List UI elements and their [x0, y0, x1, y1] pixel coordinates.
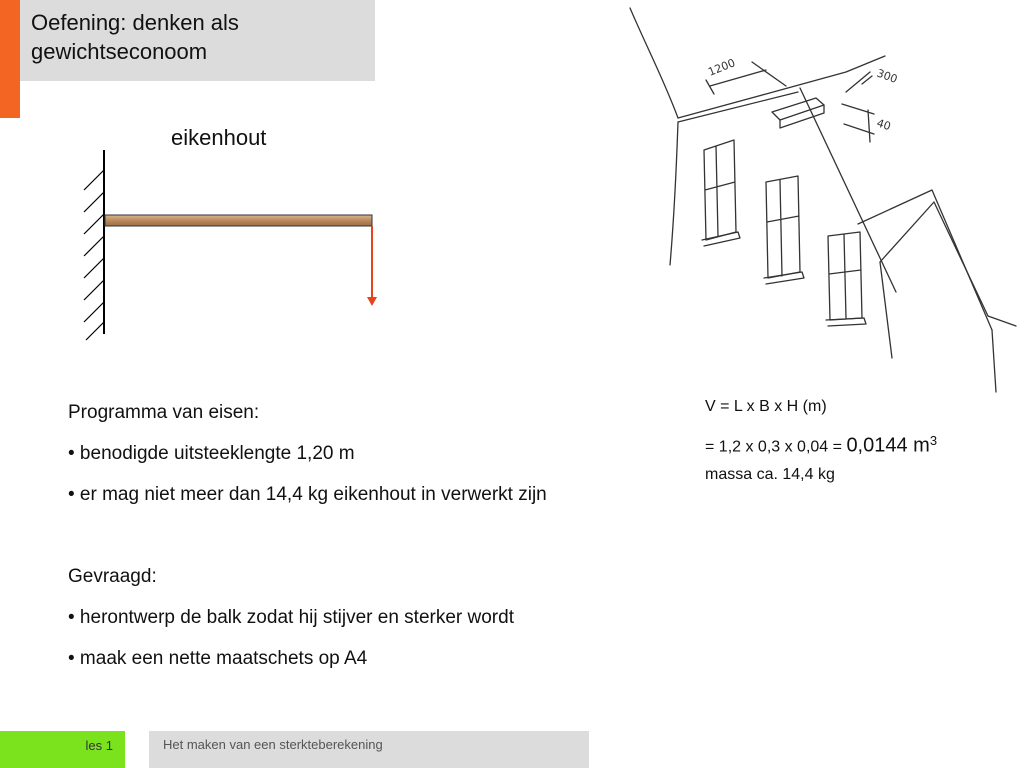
mass-estimate: massa ca. 14,4 kg — [705, 466, 835, 484]
requirement-item: • benodigde uitsteeklengte 1,20 m — [68, 443, 355, 464]
requirement-item: • er mag niet meer dan 14,4 kg eikenhout in verwerkt zijn — [68, 484, 547, 505]
volume-formula: V = L x B x H (m) — [705, 398, 827, 415]
requirements-heading: Programma van eisen: — [68, 402, 260, 423]
volume-computation: = 1,2 x 0,3 x 0,04 = 0,0144 $m^3$ — [705, 433, 938, 457]
lesson-badge: les 1 — [0, 731, 125, 768]
title-line-2: gewichtseconoom — [31, 39, 208, 64]
window-2 — [766, 176, 800, 278]
dim-300-ext — [846, 72, 870, 92]
facade-left-wall — [670, 122, 678, 265]
roof-left-edge — [630, 8, 678, 118]
facade-top-line — [678, 92, 798, 122]
dim-1200-ext1 — [706, 80, 714, 94]
material-label: eikenhout — [171, 125, 267, 150]
accent-bar — [0, 0, 20, 118]
asked-item: • maak een nette maatschets op A4 — [68, 648, 368, 669]
dim-1200-text: 1200 — [706, 56, 738, 79]
oak-beam — [105, 215, 372, 226]
volume-result: 0,0144 m — [846, 434, 930, 457]
volume-calculation — [705, 398, 937, 484]
house-sketch-illustration — [618, 0, 1024, 395]
dormer-roof — [858, 190, 992, 330]
load-arrow-head — [367, 297, 377, 306]
volume-unit-exponent: 3 — [929, 433, 938, 448]
slide-title — [20, 0, 375, 81]
dormer-wall — [992, 330, 996, 392]
window-1 — [704, 140, 736, 240]
dim-1200-ext2 — [752, 62, 786, 86]
asked-heading: Gevraagd: — [68, 566, 157, 587]
requirements-text — [68, 399, 613, 686]
asked-item: • herontwerp de balk zodat hij stijver en sterker wordt — [68, 607, 514, 628]
window-3 — [828, 232, 862, 320]
overhang-board — [772, 98, 824, 120]
dim-300-text: 300 — [874, 66, 900, 87]
cantilever-beam-diagram — [80, 148, 380, 343]
dim-40-line — [868, 110, 870, 142]
window-3-sill — [826, 318, 866, 326]
dormer-roof-inner — [880, 202, 988, 316]
course-title: Het maken van een sterkteberekening — [149, 731, 589, 768]
window-1-sill — [702, 232, 740, 246]
dormer-eave — [988, 316, 1016, 326]
title-line-1: Oefening: denken als — [31, 10, 239, 35]
dim-40-text: 40 — [875, 116, 893, 134]
facade-base — [880, 262, 892, 358]
wall-hatching — [84, 170, 104, 340]
